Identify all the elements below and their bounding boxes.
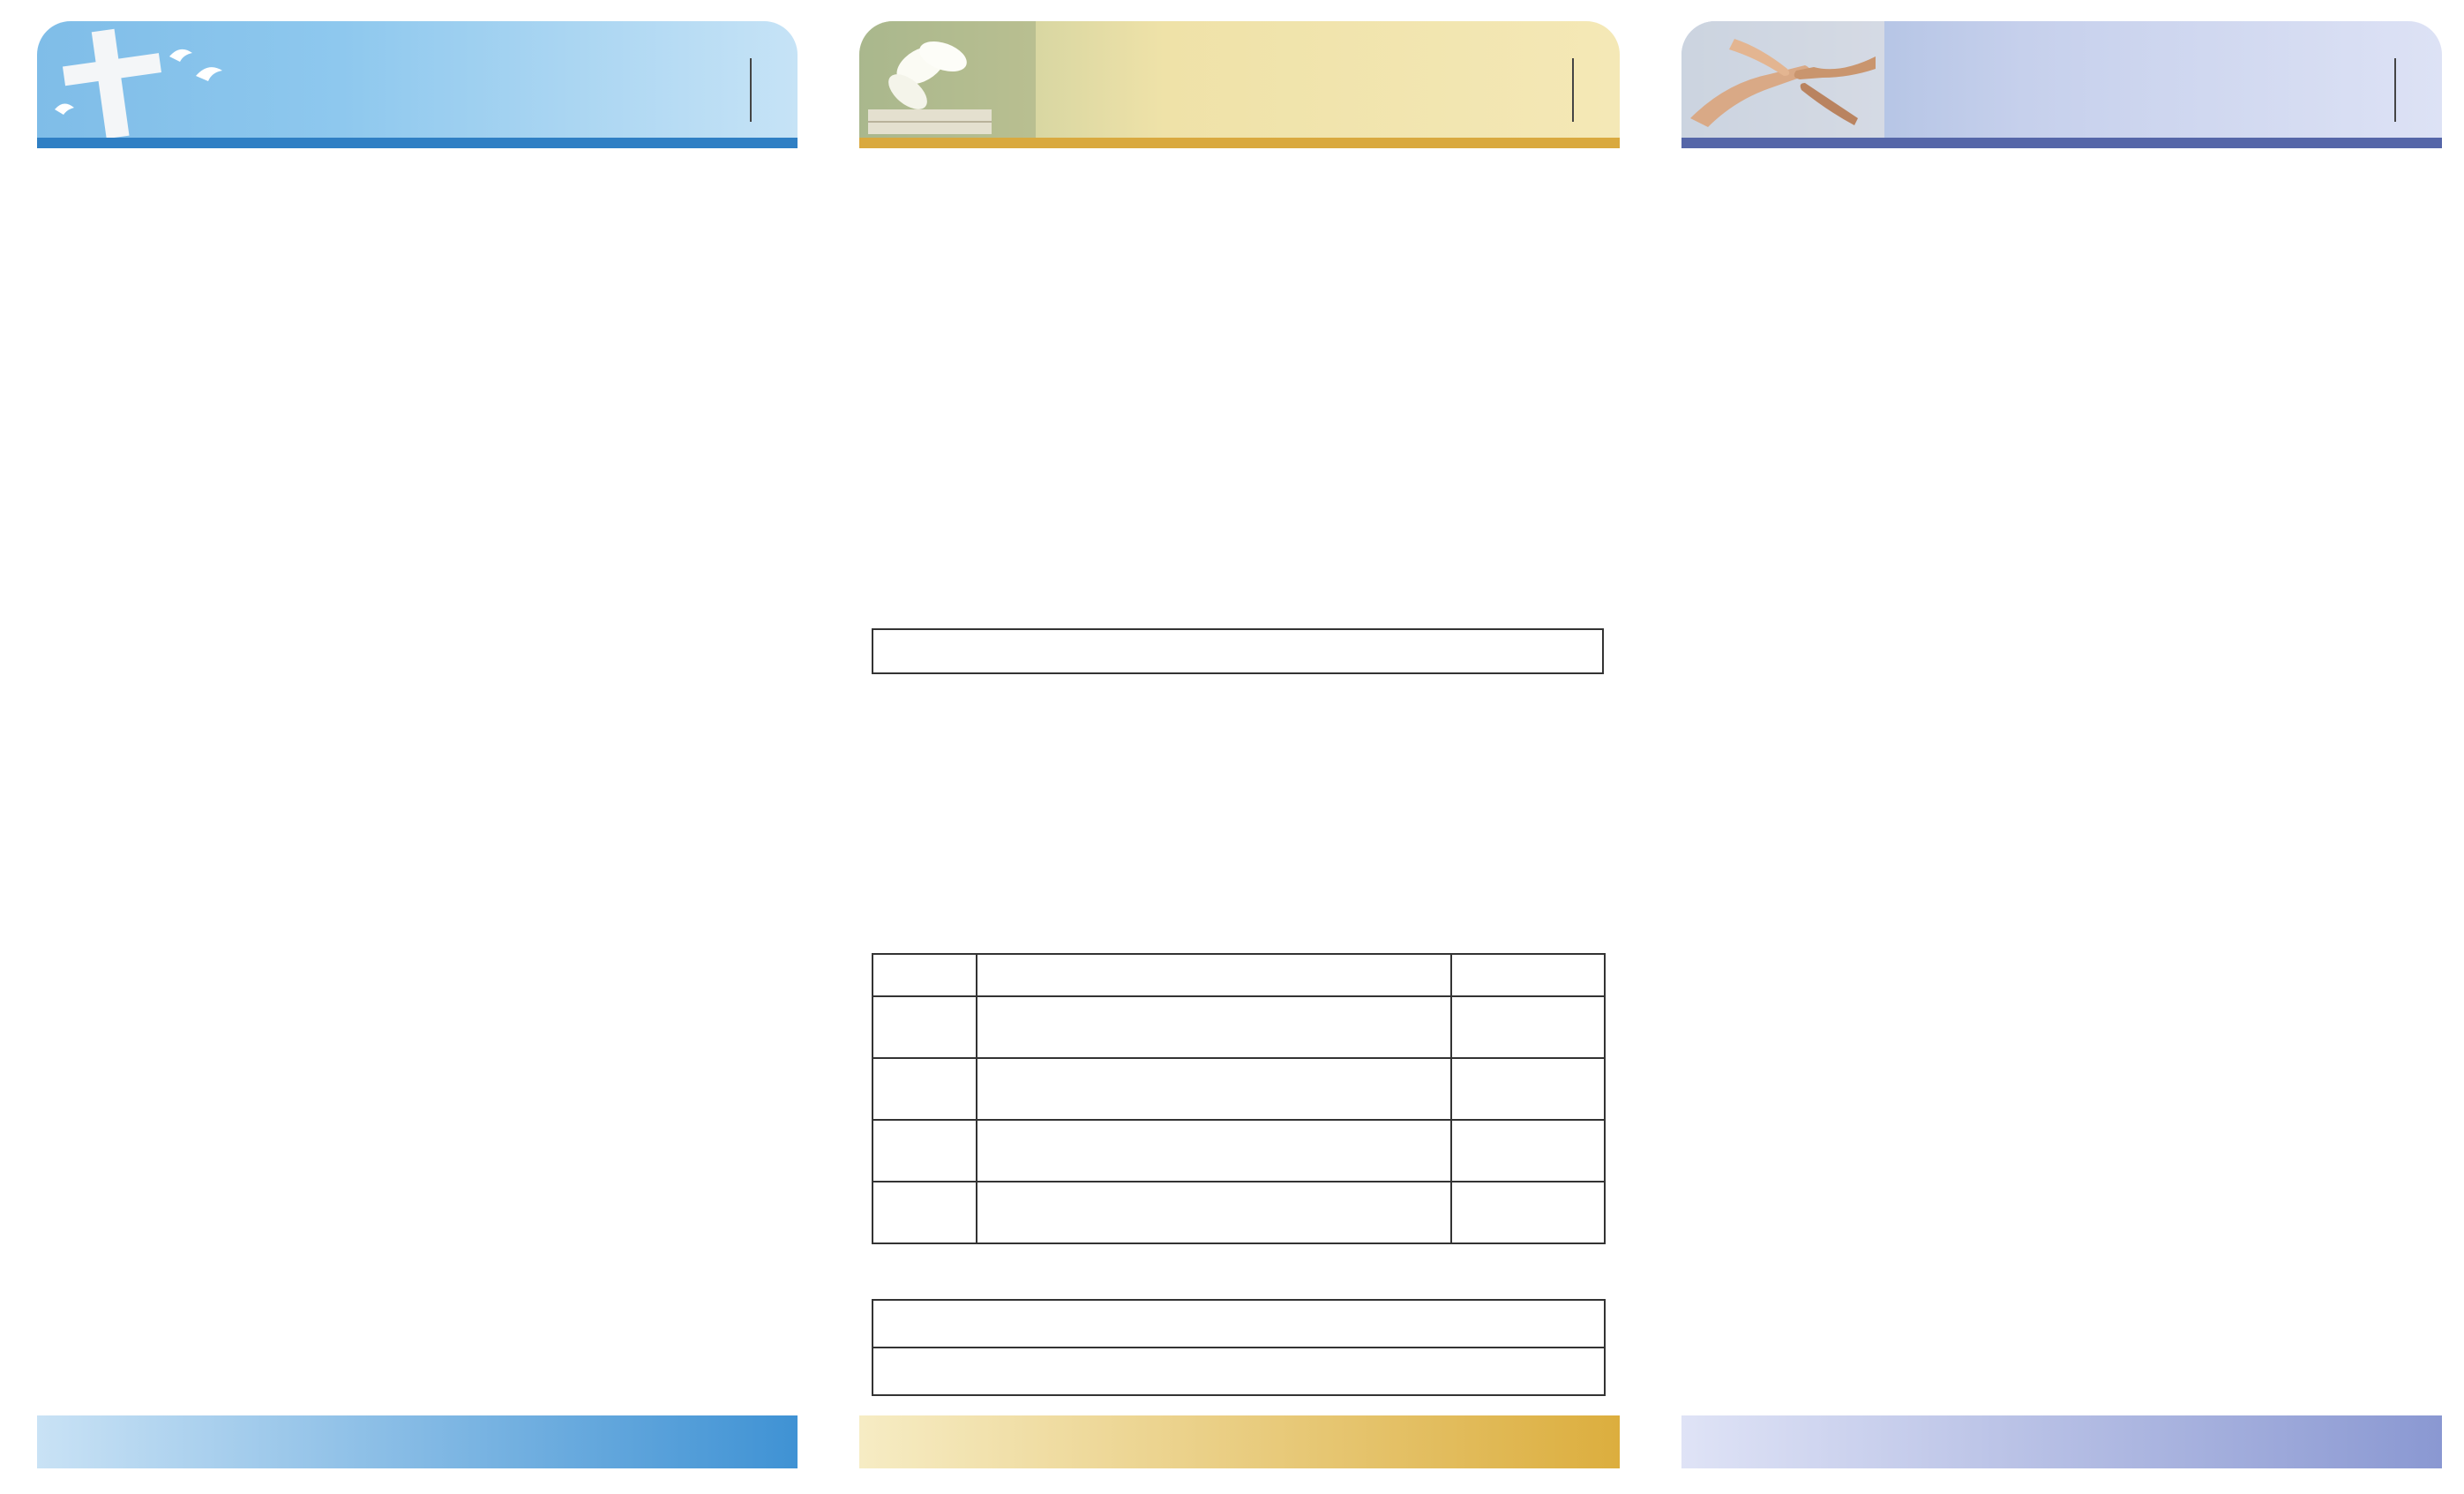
- footer-motto: [1681, 1415, 2442, 1468]
- footer-motto: [859, 1415, 1620, 1468]
- sunday-worship-panel: [37, 21, 798, 1468]
- sunday-header: [37, 21, 798, 138]
- table-header: [873, 954, 977, 996]
- table-header: [977, 954, 1451, 996]
- midweek-heading: [859, 164, 1620, 186]
- footer-motto: [37, 1415, 798, 1468]
- table-header: [1451, 954, 1605, 996]
- column-header: [1681, 21, 2442, 138]
- service1-heading: [37, 168, 798, 190]
- midweek-worship-panel: [859, 21, 1620, 1468]
- em-sermon-table: [872, 953, 1606, 1244]
- lily-bible-icon: [859, 21, 1036, 138]
- dawn-prayer-title: [872, 628, 1604, 674]
- joined-hands-icon: [1681, 21, 1884, 138]
- pastoral-column-panel: [1681, 21, 2442, 1468]
- reading-table: [872, 1299, 1606, 1396]
- cross-doves-icon: [37, 21, 266, 138]
- table-row: [873, 996, 1605, 1058]
- service2-heading: [37, 635, 798, 657]
- midweek-header: [859, 21, 1620, 138]
- table-row: [873, 1120, 1605, 1182]
- table-row: [873, 1058, 1605, 1120]
- table-row: [873, 1182, 1605, 1243]
